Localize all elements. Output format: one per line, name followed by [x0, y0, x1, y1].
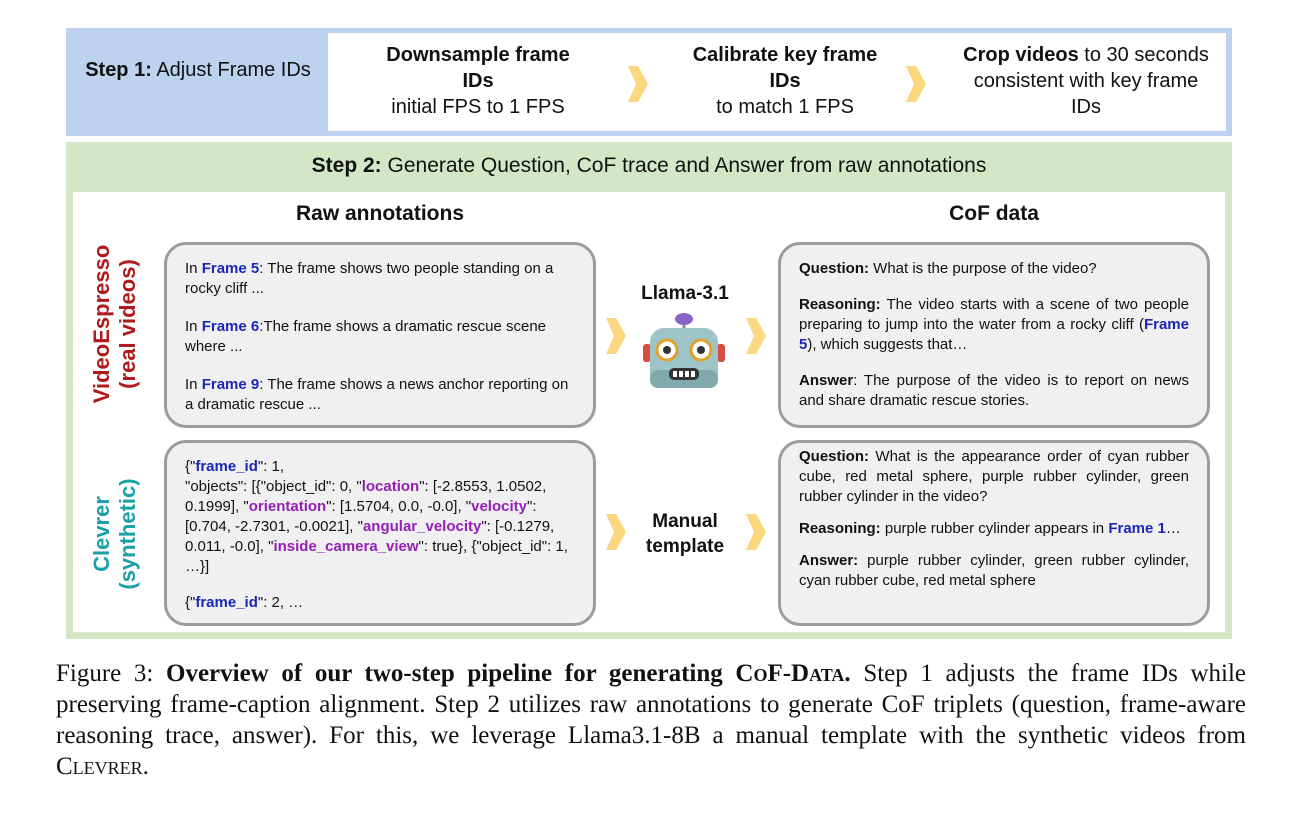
raw-annotation-clevrer: [164, 440, 596, 626]
arrow-right-icon: [606, 318, 626, 354]
cof-data-clevrer: [778, 440, 1210, 626]
videoespresso-label: VideoEspresso (real videos): [89, 244, 140, 404]
figure-caption: Figure 3: Overview of our two-step pipeline for generating CoF-Data. Step 1 adjusts the frame IDs while preserving frame-caption alignment. Step 2 utilizes raw annotations to generate CoF triplets (question, frame-aware reasoning trace, answer). For this, we leverage Llama3.1-8B a manual template with the synthetic videos from Clevrer.: [56, 660, 1247, 780]
step1-label: Step 1: Adjust Frame IDs: [85, 59, 311, 81]
cof-reasoning: Reasoning: purple rubber cylinder appears in Frame 1…: [799, 520, 1181, 537]
cof-data-videoespresso: [778, 242, 1210, 428]
raw-annotation-videoespresso: [164, 242, 596, 428]
llama-model-label: Llama-3.1: [641, 283, 729, 304]
step2-title: Step 2: Generate Question, CoF trace and Answer from raw annotations: [311, 154, 987, 177]
arrow-right-icon: [906, 66, 926, 102]
cof-question: Question: What is the purpose of the video?: [799, 260, 1097, 277]
cof-reasoning: Reasoning: The video starts with a scene of two people preparing to jump into the water from a rocky cliff (Frame 5), which suggests that…: [799, 296, 1189, 353]
robot-icon: [641, 310, 727, 392]
step1-downsample: Downsample frame IDs initial FPS to 1 FPS: [386, 44, 570, 118]
arrow-right-icon: [628, 66, 648, 102]
arrow-right-icon: [746, 318, 766, 354]
step1-crop: Crop videos to 30 seconds consistent with key frame IDs: [963, 44, 1209, 118]
manual-template-label: Manual template: [645, 511, 725, 557]
raw-json-frame1: {"frame_id": 1, "objects": [{"object_id": 0, "location": [-2.8553, 1.0502, 0.1999], "orientation": [1.5704, 0.0, -0.0], "velocity": [0.704, -2.7301, -0.0021], "angular_velocity": [-0.1279, 0.011, -0.0], "inside_camera_view": true}, {"object_id": 1, …}]: [185, 458, 568, 575]
raw-annotation-line: In Frame 6:The frame shows a dramatic rescue scene where ...: [185, 318, 547, 355]
step1-calibrate: Calibrate key frame IDs to match 1 FPS: [692, 44, 878, 118]
cof-answer: Answer: The purpose of the video is to report on news and share dramatic rescue stories.: [799, 372, 1189, 409]
cof-question: Question: What is the appearance order of cyan rubber cube, red metal sphere, purple rubber cylinder, green rubber cylinder in the video?: [799, 448, 1189, 505]
cof-data-heading: CoF data: [949, 202, 1039, 225]
raw-annotations-heading: Raw annotations: [295, 202, 464, 225]
raw-annotation-line: In Frame 5: The frame shows two people standing on a rocky cliff ...: [185, 260, 554, 297]
raw-annotation-line: In Frame 9: The frame shows a news anchor reporting on a dramatic rescue ...: [185, 376, 569, 413]
raw-json-frame2: {"frame_id": 2, …: [185, 594, 304, 611]
clevrer-label: Clevrer (synthetic): [89, 478, 140, 590]
cof-answer: Answer: purple rubber cylinder, green rubber cylinder, cyan rubber cube, red metal sphere: [799, 552, 1189, 589]
